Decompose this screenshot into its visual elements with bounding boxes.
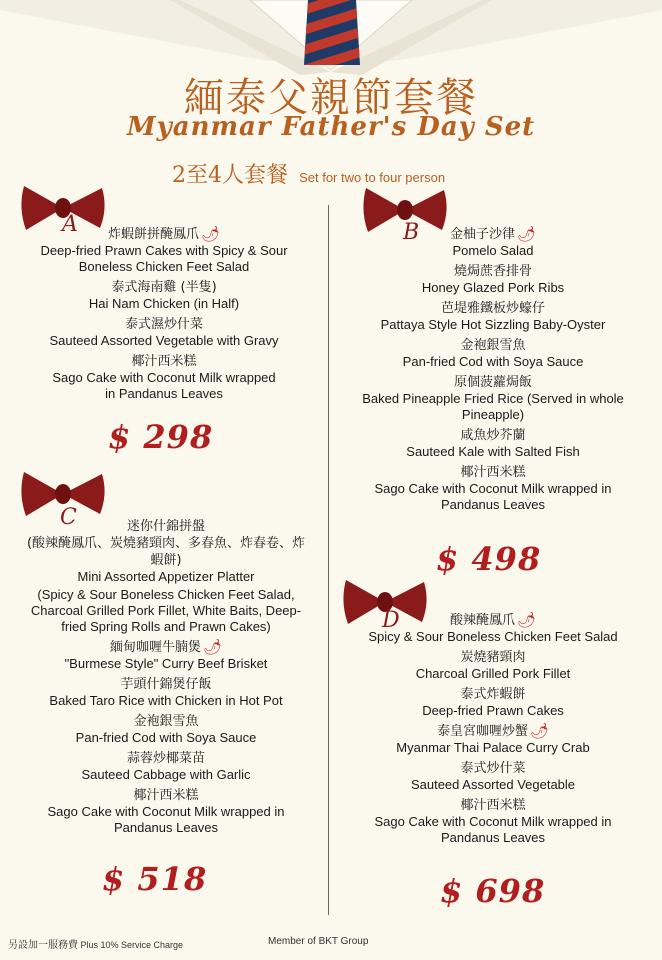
menu-item-en: Charcoal Grilled Pork Fillet xyxy=(415,666,571,681)
set-letter-b: B xyxy=(403,220,420,245)
menu-item-en: "Burmese Style" Curry Beef Brisket xyxy=(64,656,268,671)
menu-item-cn: 迷你什錦拼盤 xyxy=(126,519,205,534)
menu-item-cn: 芭堤雅鐵板炒蠔仔 xyxy=(440,301,545,316)
menu-item-cn: 炭燒豬頸肉 xyxy=(460,650,526,665)
menu-item-en: Sago Cake with Coconut Milk wrapped in Pandanus Leaves xyxy=(52,370,276,401)
menu-item-cn: 咸魚炒芥蘭 xyxy=(460,428,526,443)
service-charge-note xyxy=(8,936,183,951)
menu-item-en: Sago Cake with Coconut Milk wrapped in Pandanus Leaves xyxy=(374,814,612,845)
menu-item-cn: 泰式海南雞 (半隻) xyxy=(111,280,217,295)
set-letter-c: C xyxy=(60,505,77,530)
menu-item-cn: 金袍銀雪魚 xyxy=(460,338,526,353)
menu-item-cn: 原個菠蘿焗飯 xyxy=(453,375,532,390)
set-letter-a: A xyxy=(62,212,78,237)
subtitle-chinese: 2至4人套餐 xyxy=(172,163,288,188)
menu-item-cn: 泰式濕炒什菜 xyxy=(124,317,203,332)
menu-item-en: Pomelo Salad xyxy=(452,243,534,258)
set-a-menu xyxy=(28,222,300,404)
set-a-price: $ 298 xyxy=(108,418,214,456)
menu-item-en: Deep-fried Prawn Cakes xyxy=(422,703,564,718)
menu-item-en: Sauteed Kale with Salted Fish xyxy=(406,444,580,459)
menu-item-en: Myanmar Thai Palace Curry Crab xyxy=(396,740,590,755)
chili-icon: 🌶 xyxy=(516,611,537,629)
menu-item-cn: 椰汁西米糕 xyxy=(460,465,526,480)
subtitle-english: Set for two to four person xyxy=(299,170,446,185)
menu-item-cn: 泰式炸蝦餅 xyxy=(460,687,526,702)
menu-item-en: Pan-fried Cod with Soya Sauce xyxy=(75,730,257,745)
menu-item-en: Honey Glazed Pork Ribs xyxy=(421,280,565,295)
menu-item-cn: 緬甸咖喱牛腩煲 🌶 xyxy=(109,638,223,656)
set-d-price: $ 698 xyxy=(440,872,546,910)
menu-item-cn: 椰汁西米糕 xyxy=(133,788,199,803)
menu-item-en: Sauteed Assorted Vegetable with Gravy xyxy=(49,333,279,348)
menu-item-cn: 芋頭什錦煲仔飯 xyxy=(120,677,212,692)
menu-item-cn: 金柚子沙律 🌶 xyxy=(449,225,537,243)
menu-item-en: Mini Assorted Appetizer Platter xyxy=(77,569,255,584)
menu-item-cn: 椰汁西米糕 xyxy=(131,354,197,369)
menu-item-cn: 炸蝦餅拼醃鳳爪 🌶 xyxy=(107,225,221,243)
menu-item-en: Spicy & Sour Boneless Chicken Feet Salad xyxy=(368,629,618,644)
menu-item-cn-detail: (酸辣醃鳳爪、炭燒豬頸肉、多春魚、炸春卷、炸蝦餅) xyxy=(26,536,306,568)
menu-item-en: Sauteed Assorted Vegetable xyxy=(410,777,576,792)
chili-icon: 🌶 xyxy=(202,638,223,656)
menu-item-cn: 蒜蓉炒椰菜苗 xyxy=(126,751,205,766)
menu-item-cn: 燒焗蔗香排骨 xyxy=(453,264,532,279)
set-c-menu xyxy=(18,514,314,838)
menu-item-en: Sauteed Cabbage with Garlic xyxy=(81,767,251,782)
column-divider xyxy=(328,205,329,915)
menu-item-en: Sago Cake with Coconut Milk wrapped in Pandanus Leaves xyxy=(47,804,285,835)
page-title-chinese: 緬泰父親節套餐 xyxy=(184,75,478,121)
chili-icon: 🌶 xyxy=(529,722,550,740)
menu-item-en: Hai Nam Chicken (in Half) xyxy=(88,296,240,311)
menu-item-en: Sago Cake with Coconut Milk wrapped in Pandanus Leaves xyxy=(374,481,612,512)
group-membership: Member of BKT Group xyxy=(268,936,369,947)
menu-item-cn: 酸辣醃鳳爪 🌶 xyxy=(449,611,537,629)
menu-item-en: Deep-fried Prawn Cakes with Spicy & Sour Boneless Chicken Feet Salad xyxy=(40,243,288,274)
menu-item-en-detail: (Spicy & Sour Boneless Chicken Feet Salad, Charcoal Grilled Pork Fillet, White Baits, Deep-fried Spring Rolls and Prawn Cakes) xyxy=(30,587,302,634)
chili-icon: 🌶 xyxy=(516,225,537,243)
set-b-price: $ 498 xyxy=(436,540,542,578)
shirt-collar-tie-graphic xyxy=(0,0,662,75)
chili-icon: 🌶 xyxy=(200,225,221,243)
menu-item-en: Baked Pineapple Fried Rice (Served in whole Pineapple) xyxy=(362,391,624,422)
menu-item-cn: 泰式炒什菜 xyxy=(460,761,526,776)
menu-item-cn: 金袍銀雪魚 xyxy=(133,714,199,729)
service-charge-en: Plus 10% Service Charge xyxy=(80,940,184,950)
menu-item-en: Pan-fried Cod with Soya Sauce xyxy=(402,354,584,369)
service-charge-cn: 另設加一服務費 xyxy=(8,940,78,951)
menu-item-en: Baked Taro Rice with Chicken in Hot Pot xyxy=(49,693,283,708)
set-b-menu xyxy=(352,222,634,515)
set-letter-d: D xyxy=(382,608,400,633)
menu-item-cn: 泰皇宮咖喱炒蟹 🌶 xyxy=(436,722,550,740)
menu-item-en: Pattaya Style Hot Sizzling Baby-Oyster xyxy=(380,317,606,332)
set-c-price: $ 518 xyxy=(102,860,208,898)
set-d-menu xyxy=(352,608,634,848)
menu-item-cn: 椰汁西米糕 xyxy=(460,798,526,813)
page-title-english: Myanmar Father's Day Set xyxy=(126,112,536,142)
